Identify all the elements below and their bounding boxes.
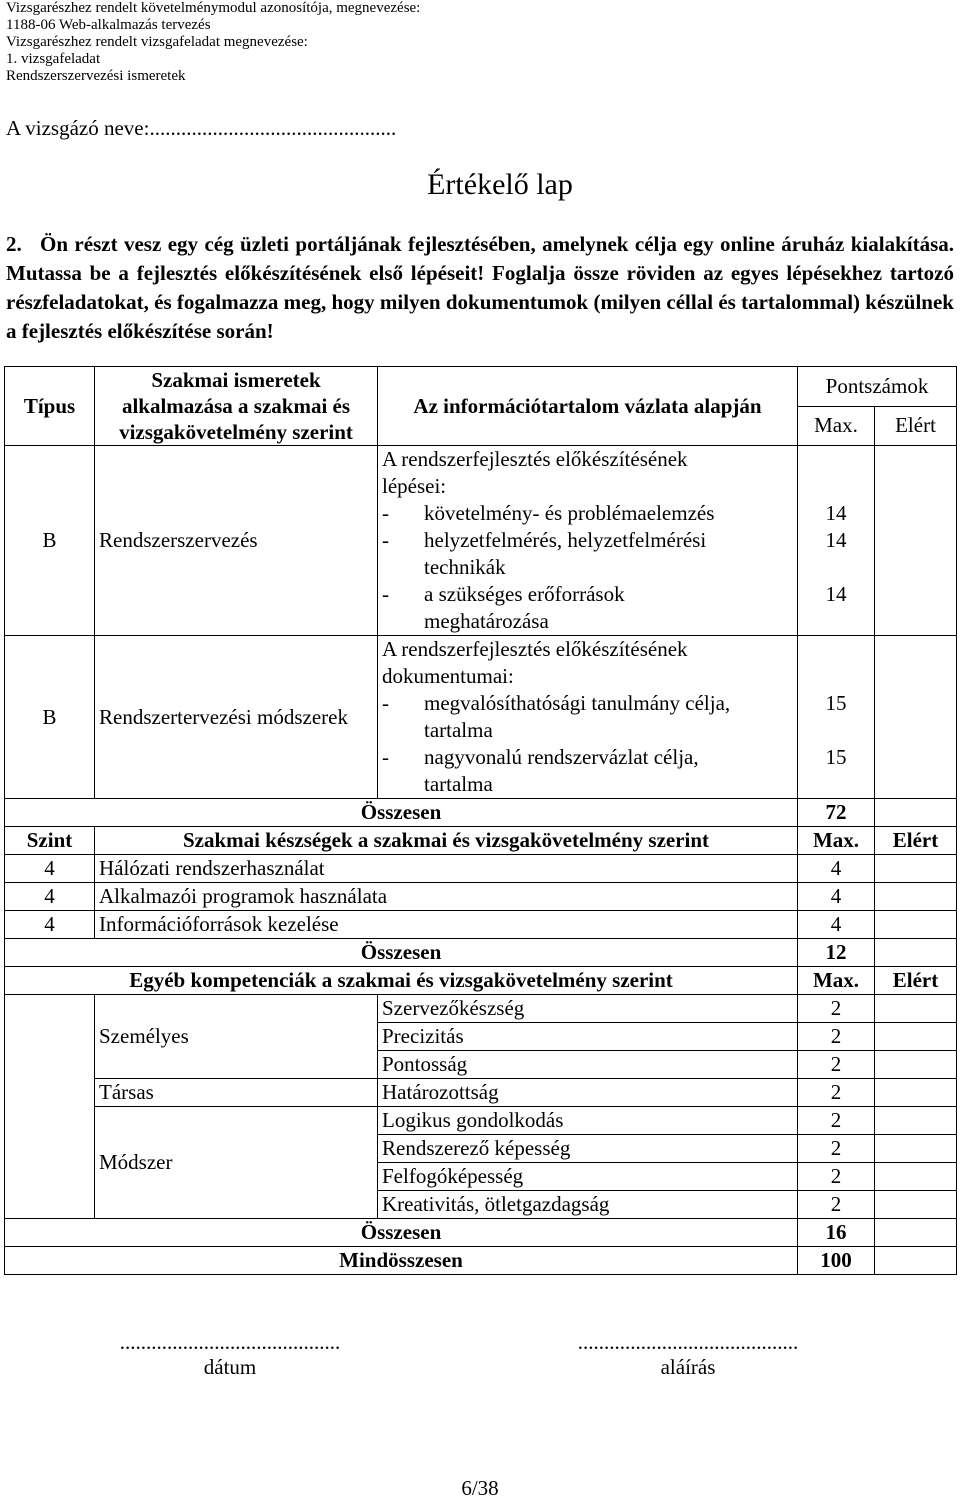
subtotal-achieved [875, 939, 957, 967]
competency-max: 2 [798, 1107, 875, 1135]
competencies-title: Egyéb kompetenciák a szakmai és vizsgakövetelmény szerint [5, 967, 798, 995]
subtotal-label: Összesen [5, 939, 798, 967]
skills-header-row [5, 827, 957, 855]
row-type: B [5, 446, 95, 636]
competency-name: Szervezőkészség [378, 995, 798, 1023]
row-info [378, 446, 798, 636]
signature-line: .......................................... [577, 1330, 799, 1354]
header-task-name: Rendszerszervezési ismeretek [6, 68, 186, 84]
competency-achieved [875, 995, 957, 1023]
list-item [382, 581, 793, 608]
header-module-label: Vizsgarészhez rendelt követelménymodul azonosítója, megnevezése: [6, 0, 421, 16]
header-task-number: 1. vizsgafeladat [6, 51, 101, 67]
row-points-max [798, 446, 875, 636]
skills-title: Szakmai készségek a szakmai és vizsgakövetelmény szerint [95, 827, 798, 855]
grand-total-label: Mindösszesen [5, 1247, 798, 1275]
list-item [382, 527, 793, 554]
points-value: 14 [825, 528, 847, 552]
subtotal-achieved [875, 1219, 957, 1247]
task-number: 2. [6, 232, 22, 256]
competency-name: Logikus gondolkodás [378, 1107, 798, 1135]
competency-max: 2 [798, 1191, 875, 1219]
competency-max: 2 [798, 1163, 875, 1191]
competency-achieved [875, 1107, 957, 1135]
competency-achieved [875, 1079, 957, 1107]
competency-max: 2 [798, 995, 875, 1023]
competencies-blank-cell [5, 995, 95, 1219]
table-row [5, 1079, 957, 1107]
subtotal-row [5, 1219, 957, 1247]
list-item [382, 690, 793, 717]
competency-achieved [875, 1023, 957, 1051]
table-row [5, 636, 957, 799]
evaluation-table [4, 366, 957, 1275]
col-header-achieved: Elért [875, 406, 957, 446]
date-label: dátum [203, 1355, 257, 1379]
list-item-cont: technikák [424, 555, 506, 579]
row-points-achieved [875, 636, 957, 799]
group-name: Személyes [95, 995, 378, 1079]
competency-name: Rendszerező képesség [378, 1135, 798, 1163]
row-points-max [798, 636, 875, 799]
list-item-cont: tartalma [424, 718, 493, 742]
table-header-row [5, 367, 957, 407]
table-row [5, 883, 957, 911]
list-dash: - [382, 528, 389, 552]
row-info [378, 636, 798, 799]
skill-max: 4 [798, 911, 875, 939]
table-row [5, 995, 957, 1023]
list-item-text: nagyvonalú rendszervázlat célja, [424, 745, 699, 769]
competency-max: 2 [798, 1079, 875, 1107]
row-topic: Rendszerszervezés [95, 446, 378, 636]
list-dash: - [382, 745, 389, 769]
subtotal-value: 16 [798, 1219, 875, 1247]
header-module-name: 1188-06 Web-alkalmazás tervezés [6, 17, 211, 33]
subtotal-value: 72 [798, 799, 875, 827]
list-item-cont: tartalma [424, 772, 493, 796]
grand-total-row [5, 1247, 957, 1275]
skill-max: 4 [798, 855, 875, 883]
table-row [5, 855, 957, 883]
list-item-text: megvalósíthatósági tanulmány célja, [424, 691, 731, 715]
examinee-name-field: A vizsgázó neve:............................................... [6, 116, 397, 140]
skill-achieved [875, 855, 957, 883]
subtotal-achieved [875, 799, 957, 827]
competency-name: Felfogóképesség [378, 1163, 798, 1191]
subtotal-label: Összesen [5, 1219, 798, 1247]
page-number: 6/38 [461, 1476, 499, 1500]
info-intro: dokumentumai: [382, 664, 514, 688]
signature-block [548, 1330, 828, 1380]
competency-name: Határozottság [378, 1079, 798, 1107]
skill-achieved [875, 883, 957, 911]
competency-achieved [875, 1191, 957, 1219]
col-header-max: Max. [798, 406, 875, 446]
competency-name: Kreativitás, ötletgazdagság [378, 1191, 798, 1219]
skill-name: Alkalmazói programok használata [95, 883, 798, 911]
skills-achieved-header: Elért [875, 827, 957, 855]
competencies-achieved-header: Elért [875, 967, 957, 995]
list-item-cont: meghatározása [424, 609, 549, 633]
col-header-type: Típus [5, 367, 95, 446]
document-header [6, 0, 420, 85]
col-header-info: Az információtartalom vázlata alapján [378, 367, 798, 446]
subtotal-row [5, 939, 957, 967]
list-item-text: a szükséges erőforrások [424, 582, 625, 606]
page-title: Értékelő lap [427, 168, 573, 201]
list-item-text: követelmény- és problémaelemzés [424, 501, 715, 525]
list-item [382, 500, 793, 527]
competency-max: 2 [798, 1135, 875, 1163]
list-dash: - [382, 582, 389, 606]
table-row [5, 446, 957, 636]
row-points-achieved [875, 446, 957, 636]
skills-max-header: Max. [798, 827, 875, 855]
skill-name: Hálózati rendszerhasználat [95, 855, 798, 883]
skill-level: 4 [5, 911, 95, 939]
group-name: Módszer [95, 1107, 378, 1219]
competency-achieved [875, 1051, 957, 1079]
competencies-max-header: Max. [798, 967, 875, 995]
grand-total-value: 100 [798, 1247, 875, 1275]
skills-level-header: Szint [5, 827, 95, 855]
subtotal-row [5, 799, 957, 827]
competency-name: Pontosság [378, 1051, 798, 1079]
grand-total-achieved [875, 1247, 957, 1275]
task-description [6, 230, 954, 346]
points-value: 14 [825, 501, 847, 525]
col-header-points: Pontszámok [798, 367, 957, 407]
table-row [5, 1107, 957, 1135]
row-type: B [5, 636, 95, 799]
subtotal-value: 12 [798, 939, 875, 967]
competency-name: Precizitás [378, 1023, 798, 1051]
skill-achieved [875, 911, 957, 939]
list-item-text: helyzetfelmérés, helyzetfelmérési [424, 528, 707, 552]
skill-max: 4 [798, 883, 875, 911]
col-header-knowledge: Szakmai ismeretek alkalmazása a szakmai és vizsgakövetelmény szerint [95, 367, 378, 446]
row-topic: Rendszertervezési módszerek [95, 636, 378, 799]
table-row [5, 911, 957, 939]
group-name: Társas [95, 1079, 378, 1107]
skill-name: Információforrások kezelése [95, 911, 798, 939]
competency-max: 2 [798, 1051, 875, 1079]
skill-level: 4 [5, 855, 95, 883]
list-item [382, 744, 793, 771]
info-intro: lépései: [382, 474, 447, 498]
date-signature-block [90, 1330, 370, 1380]
info-intro: A rendszerfejlesztés előkészítésének [382, 447, 688, 471]
list-dash: - [382, 691, 389, 715]
competency-max: 2 [798, 1023, 875, 1051]
competencies-header-row [5, 967, 957, 995]
signature-label: aláírás [660, 1355, 716, 1379]
list-dash: - [382, 501, 389, 525]
subtotal-label: Összesen [5, 799, 798, 827]
header-task-label: Vizsgarészhez rendelt vizsgafeladat megnevezése: [6, 34, 308, 50]
info-intro: A rendszerfejlesztés előkészítésének [382, 637, 688, 661]
skill-level: 4 [5, 883, 95, 911]
task-text: Ön részt vesz egy cég üzleti portáljának fejlesztésében, amelynek célja egy online áruház kialakítása. Mutassa be a fejlesztés előkészítésének első lépéseit! Foglalja össze röviden az egyes lépésekhez tartozó részfeladatokat, és fogalmazza meg, hogy milyen dokumentumok (milyen céllal és tartalommal) készülnek a fejlesztés előkészítése során! [6, 232, 954, 343]
competency-achieved [875, 1163, 957, 1191]
competency-achieved [875, 1135, 957, 1163]
points-value: 15 [825, 691, 847, 715]
points-value: 15 [825, 745, 847, 769]
date-line: .......................................... [119, 1330, 341, 1354]
points-value: 14 [825, 582, 847, 606]
